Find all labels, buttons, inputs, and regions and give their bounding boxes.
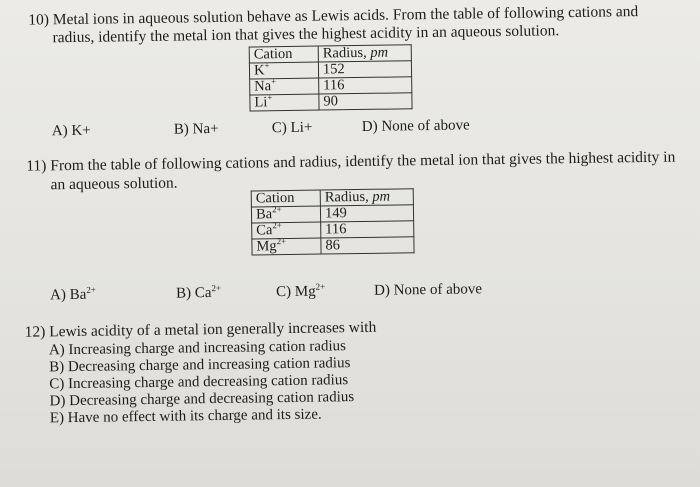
q12-option-d[interactable]: D) Decreasing charge and decreasing cation radius [49, 389, 355, 410]
table-row [252, 237, 414, 255]
q11-choice-b[interactable]: B) $Ca^{2+}$ [176, 282, 222, 302]
q11-line1 [26, 149, 675, 176]
cation-cell: $Mg^{2+}$ [252, 238, 321, 255]
q10-choice-b[interactable]: B) Na+ [173, 120, 219, 138]
header-cation: Cation [251, 190, 320, 207]
radius-cell: 149 [320, 205, 413, 222]
q12-number: 12) [24, 323, 46, 341]
table-header-row [249, 45, 411, 63]
q11-cation-table [251, 188, 415, 255]
radius-cell: 86 [321, 237, 414, 254]
q11-choice-a[interactable]: A) $Ba^{2+}$ [50, 284, 96, 304]
q12-option-a[interactable]: A) Increasing charge and increasing cation radius [48, 338, 347, 359]
q11-text-line2: an aqueous solution. [50, 174, 178, 194]
cation-cell: $Ba^{2+}$ [251, 206, 320, 223]
cation-cell: $Ca^{2+}$ [252, 222, 321, 239]
q11-number: 11) [26, 157, 47, 175]
cation-cell: K+ [249, 62, 318, 79]
radius-cell: 152 [318, 61, 411, 78]
q12-option-c[interactable]: C) Increasing charge and decreasing cation radius [49, 372, 349, 393]
q12-option-b[interactable]: B) Decreasing charge and increasing cation radius [49, 355, 351, 376]
table-row [250, 93, 412, 111]
cation-cell: Li+ [250, 94, 319, 111]
header-radius: Radius, pm [318, 45, 411, 62]
q12-options [49, 338, 355, 427]
radius-cell: 116 [321, 221, 414, 238]
q10-choice-d[interactable]: D) None of above [361, 117, 470, 135]
q12-option-e[interactable]: E) Have no effect with its charge and its size. [49, 406, 322, 427]
cation-cell: Na+ [250, 78, 319, 95]
radius-cell: 116 [319, 77, 412, 94]
q11-text-line1: From the table of following cations and radius, identify the metal ion that gives the highest acidity in [50, 148, 676, 175]
q10-number: 10) [28, 11, 50, 29]
q11-choice-c[interactable]: C) $Mg^{2+}$ [275, 281, 326, 301]
radius-cell: 90 [319, 93, 412, 110]
header-cation: Cation [249, 46, 318, 63]
q11-choice-d[interactable]: D) None of above [373, 281, 483, 299]
q10-choice-a[interactable]: A) K+ [51, 122, 91, 140]
q10-cation-table [249, 44, 413, 111]
header-radius: Radius, pm [320, 189, 413, 206]
q12-text-line1: Lewis acidity of a metal ion generally increases with [49, 318, 377, 341]
q10-text-line2: radius, identify the metal ion that gives the highest acidity in an aqueous solution. [52, 22, 560, 47]
q10-text-line1: Metal ions in aqueous solution behave as Lewis acids. From the table of following cations and [52, 3, 639, 29]
q10-choice-c[interactable]: C) Li+ [271, 119, 313, 137]
